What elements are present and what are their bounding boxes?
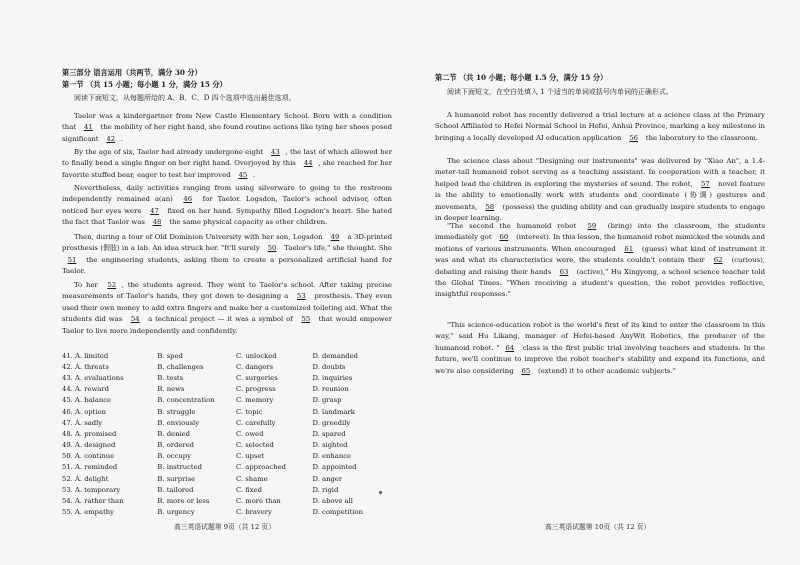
option-choice: B. more or less [157, 497, 210, 506]
option-choice: D. appointed [312, 463, 357, 472]
passage-paragraph [435, 221, 765, 301]
answer-blank[interactable]: 45 [238, 170, 248, 179]
passage-paragraph [62, 232, 392, 278]
answer-blank[interactable]: 64 [505, 343, 515, 352]
option-choice: D. reunion [312, 385, 349, 394]
option-row [62, 384, 392, 395]
option-choice: C. carefully [235, 418, 276, 427]
passage-text: the engineering students, asking them to create a personalized artificial hand for Taelor. [62, 255, 392, 276]
option-choice: B. tailored [157, 485, 194, 494]
options-table [62, 350, 392, 518]
right-page [435, 0, 765, 565]
scan-dot [379, 491, 382, 494]
passage-text: A humanoid robot has recently delivered a trial lecture at a science class at the Primary School Affiliated to Hefei Normal School in Hefei, Anhui Province, marking a key milestone in bringing a locally developed AI education application [435, 111, 765, 142]
option-choice: 47. A. sadly [62, 418, 103, 427]
option-row [62, 361, 392, 372]
option-choice: C. unlocked [235, 351, 277, 360]
passage-text: By the age of six, Taelor had already undergone eight [74, 148, 266, 156]
option-choice: D. above all [312, 497, 353, 506]
passage-text: fixed on her hand. Sympathy filled Logsdon's heart. She hated the fact that Taelor was [62, 206, 392, 227]
option-choice: 51. A. reminded [62, 463, 118, 472]
answer-blank[interactable]: 59 [587, 222, 597, 230]
part-title: 第三部分 语言运用（共两节，满分 30 分） [62, 68, 202, 77]
option-choice: 54. A. rather than [62, 497, 124, 506]
section-one-instruction: 阅读下面短文，从每题所给的 A、B、C、D 四个选项中选出最佳选项。 [74, 94, 296, 102]
option-row [62, 406, 392, 417]
option-choice: 41. A. limited [62, 351, 109, 360]
option-choice: 50. A. continue [62, 452, 115, 461]
option-choice: C. progress [235, 385, 276, 394]
passage-text: novel feature is the ability to emotionally work with students and coordinate (协调) gestures and movements, [435, 179, 765, 211]
passage-text: the mobility of her right hand, she found routine actions like tying her shoes posed significant [62, 123, 392, 143]
answer-blank[interactable]: 57 [701, 179, 710, 188]
passage-paragraph [435, 320, 765, 377]
passage-text: the same physical capacity as other children. [167, 218, 328, 227]
option-choice: C. shame [235, 474, 268, 483]
passage-text: Nevertheless, daily activities ranging from using silverware to going to the restroom independently remained a(an) [62, 184, 392, 204]
section-two-title: 第二节 （共 10 小题；每小题 1.5 分，满分 15 分） [435, 73, 608, 82]
passage-text: a 3D-printed prosthesis (假肢) in a lab. An idea struck her. "It'll surely [62, 233, 392, 253]
option-choice: D. competition [312, 508, 364, 517]
passage-text: Then, during a tour of Old Dominion University with her son, Logsdon [74, 233, 325, 241]
option-choice: C. dangers [235, 362, 274, 371]
option-choice: 53. A. temporary [62, 485, 121, 494]
passage-text: (active)," Hu Xingyong, a school science teacher told the Global Times. "When receiving a student's question, the robot provides reflective, insightful responses." [435, 267, 765, 299]
answer-blank[interactable]: 56 [629, 133, 638, 142]
option-choice: B. concentration [157, 396, 215, 405]
section-one-title: 第一节 （共 15 小题；每小题 1 分，满分 15 分） [62, 80, 227, 89]
answer-blank[interactable]: 47 [150, 206, 159, 215]
left-page [62, 0, 392, 565]
answer-blank[interactable]: 62 [713, 256, 723, 265]
option-choice: B. urgency [157, 508, 195, 517]
passage-text: "This science-education robot is the world's first of its kind to enter the classroom in this way," said Hu Likang, manager of Hefei-based AnyWit Robotics, the producer of the humanoid robot. " [435, 321, 765, 352]
option-choice: C. memory [235, 396, 274, 405]
option-row [62, 451, 392, 462]
option-choice: C. topic [235, 407, 263, 416]
option-choice: B. sped [157, 351, 183, 360]
option-choice: C. approached [235, 463, 286, 472]
option-choice: B. denied [157, 429, 190, 438]
option-choice: B. struggle [157, 407, 196, 416]
passage-text: (curious), debating and raising their hands [435, 256, 765, 276]
answer-blank[interactable]: 54 [130, 315, 140, 324]
option-row [62, 428, 392, 439]
option-choice: D. inquiries [312, 373, 353, 382]
passage-paragraph [62, 111, 392, 145]
option-choice: 42. A. threats [62, 362, 109, 371]
option-row [62, 417, 392, 428]
passage-paragraph [62, 147, 392, 181]
option-choice: 46. A. option [62, 407, 107, 416]
answer-blank[interactable]: 53 [296, 292, 306, 301]
option-choice: C. upset [235, 452, 265, 461]
passage-text: (bring) into the classroom, the students immediately got [435, 222, 765, 242]
passage-text: . [120, 134, 123, 143]
answer-blank[interactable]: 60 [499, 233, 509, 242]
option-choice: B. occupy [157, 452, 191, 461]
option-choice: 49. A. designed [62, 441, 116, 450]
option-choice: 55. A. empathy [62, 508, 115, 517]
answer-blank[interactable]: 63 [559, 267, 569, 276]
passage-text: the laboratory to the classroom. [643, 133, 758, 142]
answer-blank[interactable]: 65 [521, 366, 531, 375]
option-choice: D. spared [312, 429, 346, 438]
option-choice: C. more than [235, 497, 281, 506]
option-choice: D. grasp [312, 396, 342, 405]
answer-blank[interactable]: 50 [267, 244, 277, 253]
passage-paragraph [62, 183, 392, 229]
option-choice: C. bravery [235, 508, 272, 517]
passage-text: (possess) the guiding ability and can gradually inspire students to engage in deeper learning. [435, 202, 766, 223]
answer-blank[interactable]: 51 [67, 255, 77, 264]
passage-text: a technical project — it was a symbol of [145, 315, 296, 324]
option-choice: D. sighted [312, 441, 348, 450]
passage-text: , she reached for her favorite stuffed bear, eager to test her improved [62, 159, 392, 179]
passage-paragraph [435, 110, 765, 144]
passage-text: prosthesis. They even used their own money to add extra fingers and make her a customized toileting aid. What the students did was [62, 292, 392, 324]
passage-text: (guess) what kind of instrument it was and what its characteristics were, the students couldn't contain their [435, 244, 765, 265]
option-choice: D. anger [312, 474, 343, 483]
option-choice: D. rigid [312, 485, 339, 494]
option-row [62, 495, 392, 506]
option-choice: D. demanded [312, 351, 359, 360]
passage-text: that would empower Taelor to live more independently and confidently. [62, 315, 393, 335]
option-row [62, 395, 392, 406]
answer-blank[interactable]: 58 [485, 202, 495, 211]
answer-blank[interactable]: 43 [271, 148, 280, 156]
answer-blank[interactable]: 49 [330, 233, 340, 241]
option-choice: B. news [157, 385, 185, 394]
passage-text: class is the first public trial involving teachers and students. In the future, we'll continue to improve the robot teacher's stability and expand its functions, and we're also considering [435, 343, 765, 375]
option-choice: B. tests [157, 373, 184, 382]
passage-text: . [252, 170, 256, 179]
option-choice: 43. A. evaluations [62, 373, 124, 382]
passage-text: , the students agreed. They went to Taelor's school. After taking precise measurements of Taelor's hands, they got down to designing a [62, 281, 392, 301]
option-choice: 52. A. delight [62, 474, 109, 483]
option-row [62, 484, 392, 495]
answer-blank[interactable]: 41 [83, 123, 93, 132]
section-two-instruction: 阅读下面短文，在空白处填入 1 个适当的单词或括号内单词的正确形式。 [447, 88, 673, 96]
passage-text: (extend) it to other academic subjects." [535, 366, 676, 375]
option-choice: D. enhance [312, 452, 352, 461]
option-choice: 45. A. balance [62, 396, 112, 405]
passage-text: for Taelor. Logsdon, Taelor's school advisor, often noticed her eyes were [62, 195, 392, 215]
answer-blank[interactable]: 48 [152, 218, 162, 227]
option-choice: B. challenges [157, 362, 204, 371]
option-row [62, 462, 392, 473]
option-choice: D. greedily [312, 418, 351, 427]
option-choice: B. enviously [157, 418, 200, 427]
answer-blank[interactable]: 55 [301, 315, 311, 324]
option-choice: D. doubts [312, 362, 346, 371]
answer-blank[interactable]: 61 [624, 244, 634, 253]
option-row [62, 350, 392, 361]
option-choice: C. selected [235, 441, 274, 450]
answer-blank[interactable]: 52 [107, 281, 117, 289]
option-choice: C. fixed [235, 485, 263, 494]
passage-text: "The second the humanoid robot [447, 222, 582, 230]
option-row [62, 440, 392, 451]
option-choice: C. owed [235, 429, 264, 438]
option-choice: D. landmark [312, 407, 355, 416]
option-choice: 44. A. reward [62, 385, 109, 394]
answer-blank[interactable]: 42 [106, 134, 116, 143]
option-choice: C. surgeries [235, 373, 278, 382]
option-row [62, 507, 392, 518]
passage-text: To her [74, 281, 102, 289]
passage-text: , the last of which allowed her to finally bend a single finger on her right hand. Overjoyed by this [62, 148, 392, 168]
option-choice: B. ordered [157, 441, 195, 450]
answer-blank[interactable]: 46 [183, 195, 193, 204]
passage-text: Taelor's life," she thought. She [282, 244, 392, 253]
answer-blank[interactable]: 44 [303, 159, 313, 168]
option-choice: 48. A. promised [62, 429, 117, 438]
passage-text: (interest). In this lesson, the humanoid robot mimicked the sounds and motions of various instruments. When encouraged [435, 233, 765, 253]
option-row [62, 473, 392, 484]
passage-paragraph [435, 156, 765, 224]
option-choice: B. instructed [157, 463, 202, 472]
passage-paragraph [62, 280, 392, 337]
page-footer: 高三英语试题第 10页（共 12 页） [545, 523, 651, 531]
page-footer: 高三英语试题第 9页（共 12 页） [174, 523, 276, 531]
option-choice: B. surprise [157, 474, 196, 483]
option-row [62, 372, 392, 383]
passage-text: The science class about "Designing our instruments" was delivered by "Xiao An", a 1.4-meter-tall humanoid robot serving as a teaching assistant. In cooperation with a teacher, it helped lead the children in exploring the mysteries of sound. The robot, [435, 157, 765, 188]
passage-text: Taelor was a kindergartner from New Castle Elementary School. Born with a condition that [62, 112, 392, 132]
